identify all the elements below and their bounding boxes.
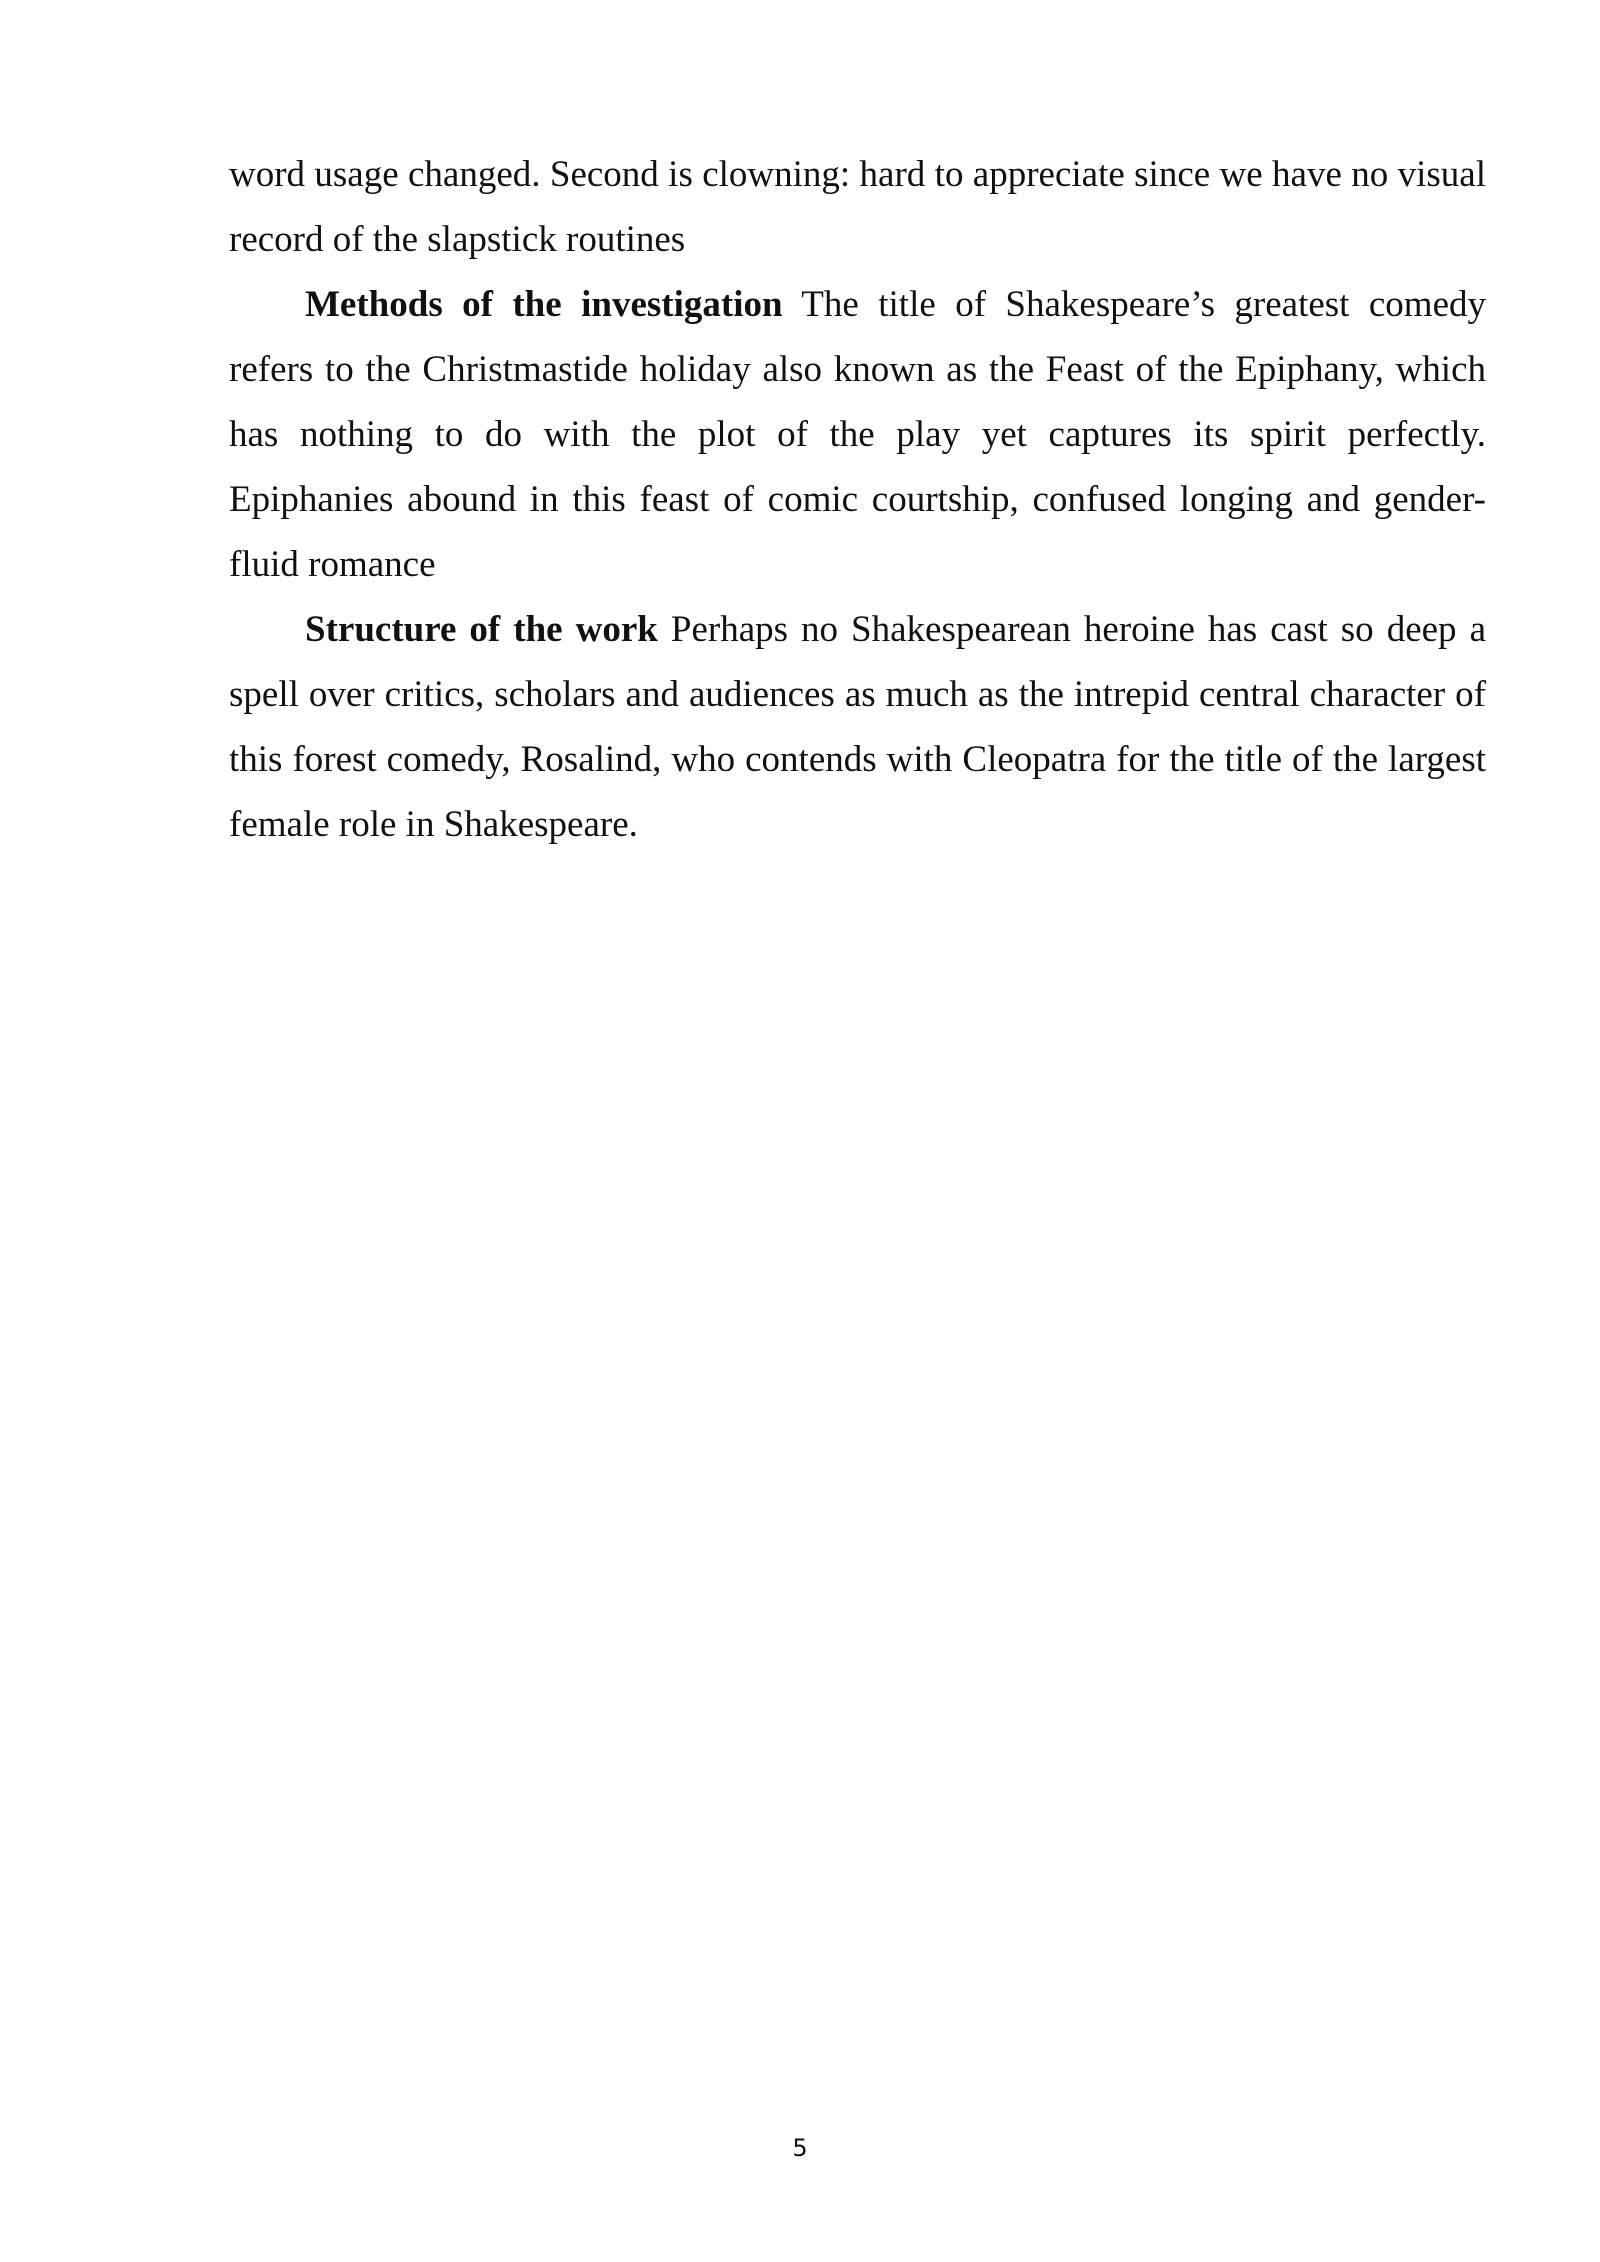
- structure-heading: Structure of the work: [305, 609, 658, 650]
- continuation-paragraph: word usage changed. Second is clowning: hard to appreciate since we have no visual record of the slapstick routines: [229, 154, 1486, 260]
- structure-text: Perhaps no Shakespearean heroine has cast so deep a spell over critics, scholars and audiences as much as the intrepid central character of this forest comedy, Rosalind, who contends with Cleopatra for the title of the largest female role in Shakespeare.: [229, 609, 1486, 845]
- structure-paragraph: [229, 597, 1486, 857]
- body-text: [229, 142, 1486, 857]
- methods-paragraph: [229, 272, 1486, 597]
- methods-text: The title of Shakespeare’s greatest comedy refers to the Christmastide holiday also known as the Feast of the Epiphany, which has nothing to do with the plot of the play yet captures its spirit perfectly. Epiphanies abound in this feast of comic courtship, confused longing and gender-fluid romance: [229, 284, 1486, 585]
- methods-heading: Methods of the investigation: [305, 284, 783, 325]
- page-number: 5: [792, 2134, 808, 2162]
